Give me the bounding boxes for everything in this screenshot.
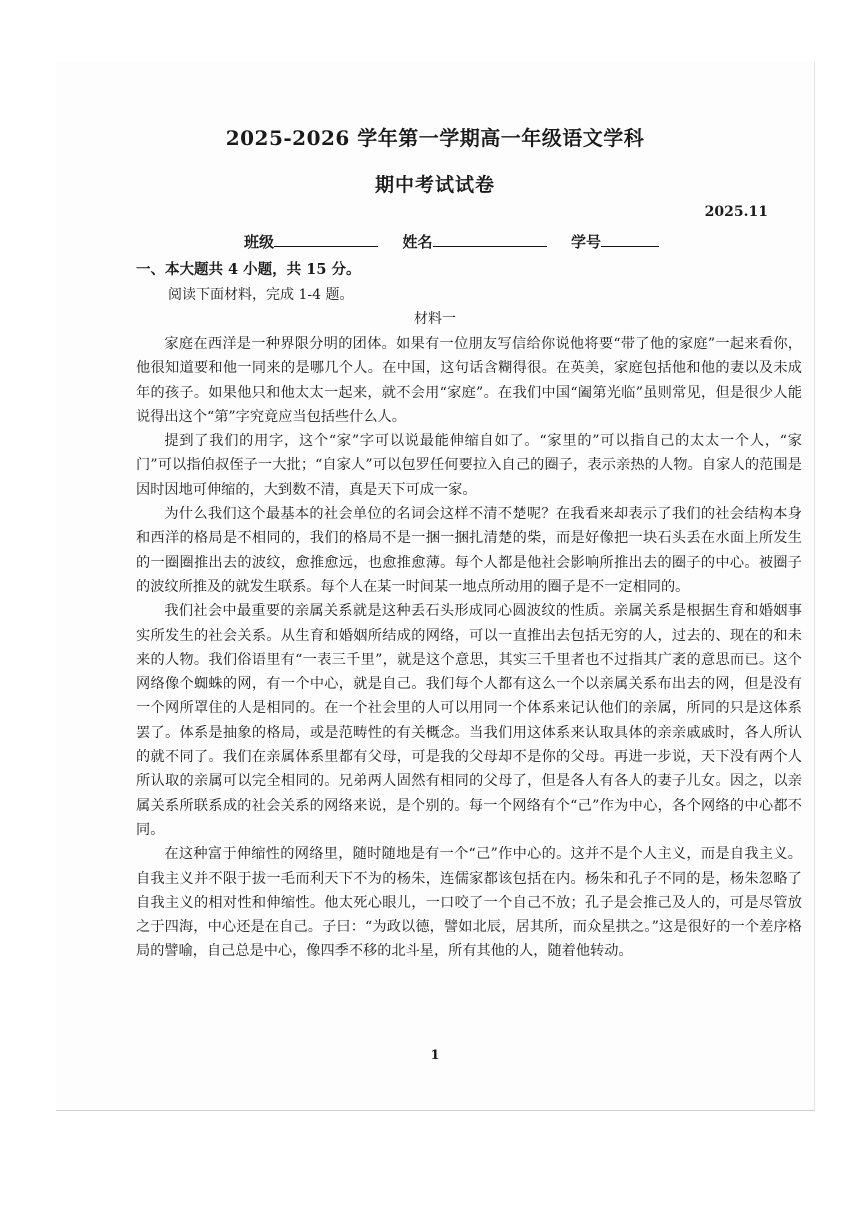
exam-date: 2025.11: [704, 204, 768, 220]
exam-subtitle: 期中考试试卷: [374, 174, 495, 196]
paragraph: 为什么我们这个最基本的社会单位的名词会这样不清不楚呢？在我看来却表示了我们的社会结构本身和西洋的格局是不相同的，我们的格局不是一捆一捆扎清楚的柴，而是好像把一块石头丢在水面上所发生的一圈圈推出去的波纹，愈推愈远，也愈推愈薄。每个人都是他社会影响所推出去的圈子的中心。被圈子的波纹所推及的就发生联系。每个人在某一时间某一地点所动用的圈子是不一定相同的。: [136, 506, 802, 595]
paragraph: 我们社会中最重要的亲属关系就是这种丢石头形成同心圆波纹的性质。亲属关系是根据生育和婚姻事实所发生的社会关系。从生育和婚姻所结成的网络，可以一直推出去包括无穷的人，过去的、现在的和未来的人物。我们俗语里有“一表三千里”，就是这个意思，其实三千里者也不过指其广袤的意思而已。这个网络像个蜘蛛的网，有一个中心，就是自己。我们每个人都有这么一个以亲属关系布出去的网，但是没有一个网所罩住的人是相同的。在一个社会里的人可以用同一个体系来记认他们的亲属，所同的只是这体系罢了。体系是抽象的格局，或是范畴性的有关概念。当我们用这体系来认取具体的亲亲戚戚时，各人所认的就不同了。我们在亲属体系里都有父母，可是我的父母却不是你的父母。再进一步说，天下没有两个人所认取的亲属可以完全相同的。兄弟两人固然有相同的父母了，但是各人有各人的妻子儿女。因之，以亲属关系所联系成的社会关系的网络来说，是个别的。每一个网络有个“己”作为中心，各个网络的中心都不同。: [136, 603, 802, 838]
student-id-blank[interactable]: [601, 230, 659, 247]
class-label: 班级: [244, 233, 275, 251]
section-heading: 一、本大题共 4 小题，共 15 分。: [136, 261, 361, 278]
name-label: 姓名: [402, 233, 433, 251]
student-id-label: 学号: [570, 233, 601, 251]
exam-title: 2025-2026 学年第一学期高一年级语文学科: [225, 126, 645, 150]
paragraph: 在这种富于伸缩性的网络里，随时随地是有一个“己”作中心的。这并不是个人主义，而是自我主义。自我主义并不限于拔一毛而利天下不为的杨朱，连儒家都该包括在内。杨朱和孔子不同的是，杨朱忽略了自我主义的相对性和伸缩性。他太死心眼儿，一口咬了一个自己不放；孔子是会推己及人的，可是尽管放之于四海，中心还是在自己。子曰：“为政以德，譬如北辰，居其所，而众星拱之。”这是很好的一个差序格局的譬喻，自己总是中心，像四季不移的北斗星，所有其他的人，随着他转动。: [136, 846, 802, 960]
paragraph: 家庭在西洋是一种界限分明的团体。如果有一位朋友写信给你说他将要“带了他的家庭”一起来看你，他很知道要和他一同来的是哪几个人。在中国，这句话含糊得很。在英美，家庭包括他和他的妻以及未成年的孩子。如果他只和他太太一起来，就不会用“家庭”。在我们中国“阖第光临”虽则常见，但是很少人能说得出这个“第”字究竟应当包括些什么人。: [136, 336, 802, 425]
page-number: 1: [430, 1048, 440, 1063]
exam-page: [56, 62, 815, 1111]
paragraph: 提到了我们的用字，这个“家”字可以说最能伸缩自如了。“家里的”可以指自己的太太一个人，“家门”可以指伯叔侄子一大批；“自家人”可以包罗任何要拉入自己的圈子，表示亲热的人物。自家人的范围是因时因地可伸缩的，大到数不清，真是天下可成一家。: [136, 433, 802, 498]
student-info-row: [244, 230, 659, 252]
name-blank[interactable]: [433, 230, 547, 247]
material-body: [136, 332, 802, 964]
material-title: 材料一: [414, 311, 456, 327]
section-instruction: 阅读下面材料，完成 1-4 题。: [168, 287, 354, 303]
class-blank[interactable]: [274, 230, 378, 247]
